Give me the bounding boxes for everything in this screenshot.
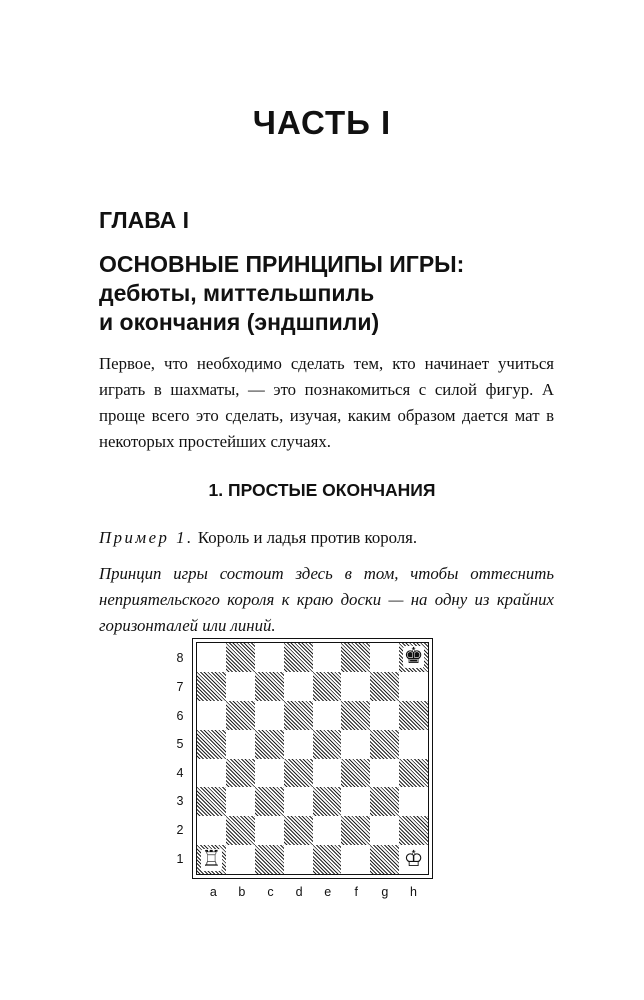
square-c6 <box>255 701 284 730</box>
principle-paragraph: Принцип игры состоит здесь в том, чтобы оттеснить неприятельского короля к краю доски — на одну из крайних горизонталей или линий. <box>99 564 554 635</box>
square-a7 <box>197 672 226 701</box>
square-f3 <box>341 787 370 816</box>
rank-label-8: 8 <box>176 651 184 666</box>
square-c4 <box>255 759 284 788</box>
square-f8 <box>341 643 370 672</box>
square-h2 <box>399 816 428 845</box>
part-title: ЧАСТЬ I <box>252 104 392 141</box>
rank-label-6: 6 <box>176 708 184 723</box>
square-c8 <box>255 643 284 672</box>
white-king-icon-glyph: ♔ <box>403 846 424 872</box>
square-e3 <box>313 787 342 816</box>
square-f4 <box>341 759 370 788</box>
file-label-e: e <box>324 885 332 899</box>
white-rook-icon-glyph: ♖ <box>201 846 222 872</box>
square-g6 <box>370 701 399 730</box>
square-g7 <box>370 672 399 701</box>
square-h8 <box>399 643 428 672</box>
square-a3 <box>197 787 226 816</box>
file-label-a: a <box>209 885 217 899</box>
square-d1 <box>284 845 313 874</box>
square-g3 <box>370 787 399 816</box>
rank-label-5: 5 <box>176 737 184 752</box>
square-e4 <box>313 759 342 788</box>
intro-paragraph <box>99 351 554 455</box>
square-b8 <box>226 643 255 672</box>
square-b3 <box>226 787 255 816</box>
chapter-title <box>99 250 599 337</box>
intro-text: Первое, что необходимо сделать тем, кто начинает учиться играть в шахматы, — это познакомиться с силой фигур. А проще всего это сделать, изучая, каким образом дается мат в некоторых простейших случаях. <box>99 354 554 451</box>
square-a8 <box>197 643 226 672</box>
square-a4 <box>197 759 226 788</box>
square-d8 <box>284 643 313 672</box>
rank-label-2: 2 <box>176 822 184 837</box>
square-e2 <box>313 816 342 845</box>
chapter-label: ГЛАВА I <box>99 207 190 233</box>
square-d7 <box>284 672 313 701</box>
square-c5 <box>255 730 284 759</box>
square-f1 <box>341 845 370 874</box>
square-b6 <box>226 701 255 730</box>
black-king-icon <box>399 643 428 672</box>
square-f7 <box>341 672 370 701</box>
file-label-h: h <box>410 885 417 899</box>
square-e1 <box>313 845 342 874</box>
square-g4 <box>370 759 399 788</box>
square-g8 <box>370 643 399 672</box>
square-e7 <box>313 672 342 701</box>
file-label-g: g <box>381 885 389 899</box>
rank-label-4: 4 <box>176 765 184 780</box>
square-b4 <box>226 759 255 788</box>
square-d6 <box>284 701 313 730</box>
square-b5 <box>226 730 255 759</box>
example-text: Король и ладья против короля. <box>193 528 418 547</box>
square-f5 <box>341 730 370 759</box>
chapter-title-line-3: и окончания (эндшпили) <box>99 309 380 335</box>
file-label-c: c <box>267 885 274 899</box>
square-a1 <box>197 845 226 874</box>
rank-label-1: 1 <box>176 851 184 866</box>
white-king-icon <box>399 845 428 874</box>
square-e5 <box>313 730 342 759</box>
chapter-title-line-2: дебюты, миттельшпиль <box>99 280 375 306</box>
chess-board <box>196 642 429 875</box>
example-line <box>99 528 559 548</box>
rank-label-3: 3 <box>176 794 184 809</box>
file-label-f: f <box>354 885 359 899</box>
square-b2 <box>226 816 255 845</box>
square-d3 <box>284 787 313 816</box>
square-c3 <box>255 787 284 816</box>
square-d2 <box>284 816 313 845</box>
square-g1 <box>370 845 399 874</box>
square-a2 <box>197 816 226 845</box>
square-h6 <box>399 701 428 730</box>
square-f6 <box>341 701 370 730</box>
square-c7 <box>255 672 284 701</box>
square-h3 <box>399 787 428 816</box>
square-e6 <box>313 701 342 730</box>
file-label-d: d <box>295 885 303 899</box>
black-king-icon-glyph: ♚ <box>403 644 424 670</box>
white-rook-icon <box>197 845 226 874</box>
square-h4 <box>399 759 428 788</box>
example-label: Пример 1. <box>99 528 194 547</box>
square-h5 <box>399 730 428 759</box>
square-a6 <box>197 701 226 730</box>
square-f2 <box>341 816 370 845</box>
square-g2 <box>370 816 399 845</box>
square-d4 <box>284 759 313 788</box>
square-c2 <box>255 816 284 845</box>
square-h7 <box>399 672 428 701</box>
square-c1 <box>255 845 284 874</box>
file-label-b: b <box>238 885 246 899</box>
square-d5 <box>284 730 313 759</box>
square-e8 <box>313 643 342 672</box>
rank-label-7: 7 <box>176 679 184 694</box>
section-title: 1. ПРОСТЫЕ ОКОНЧАНИЯ <box>208 480 436 500</box>
square-b7 <box>226 672 255 701</box>
chapter-title-line-1: ОСНОВНЫЕ ПРИНЦИПЫ ИГРЫ: <box>99 251 465 277</box>
square-g5 <box>370 730 399 759</box>
square-h1 <box>399 845 428 874</box>
square-a5 <box>197 730 226 759</box>
chess-diagram <box>192 638 433 879</box>
square-b1 <box>226 845 255 874</box>
